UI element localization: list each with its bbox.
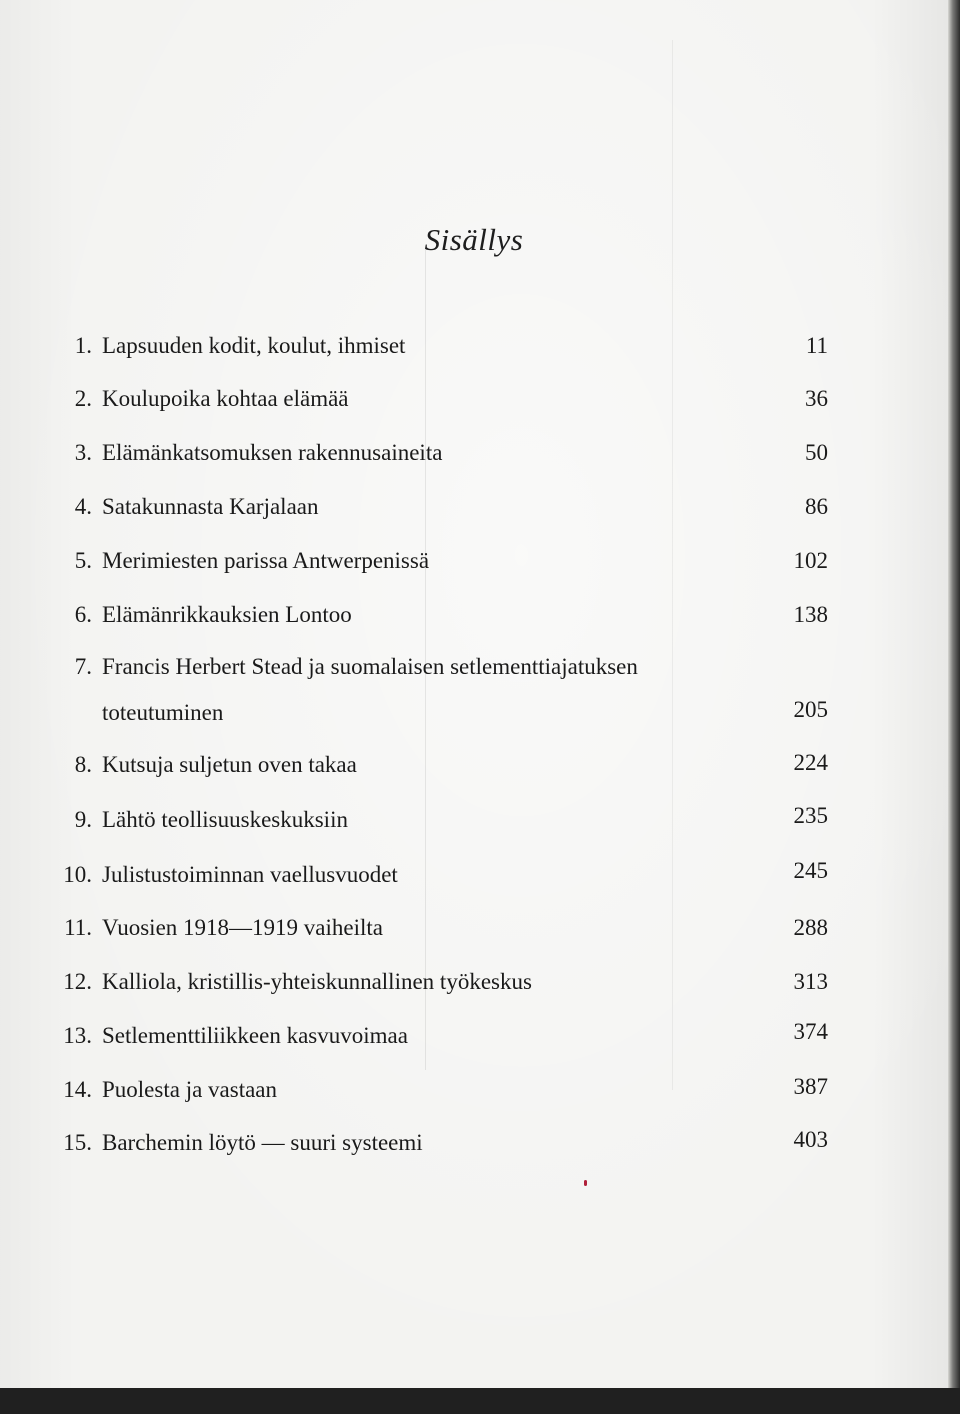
toc-entry-page: 387 (793, 1074, 828, 1099)
toc-entry-page: 374 (793, 1019, 828, 1044)
page-bottom-edge (0, 1388, 960, 1414)
toc-entry-page: 313 (793, 969, 828, 994)
toc-entry-title: Satakunnasta Karjalaan (102, 494, 319, 519)
toc-entry-number: 14. (63, 1077, 92, 1102)
toc-entry-title: Elämänrikkauksien Lontoo (102, 602, 352, 627)
toc-entry-page: 403 (793, 1127, 828, 1152)
toc-entry-title: Kalliola, kristillis-yhteiskunnallinen työkeskus (102, 969, 532, 994)
toc-entry-number: 9. (74, 807, 92, 832)
ink-speck (584, 1180, 587, 1186)
toc-entry-title-continuation: toteutuminen (102, 700, 224, 725)
page-title: Sisällys (424, 222, 524, 257)
toc-entry-number: 5. (74, 548, 92, 573)
toc-entry-title: Merimiesten parissa Antwerpenissä (102, 548, 430, 573)
toc-entry-title: Elämänkatsomuksen rakennusaineita (102, 440, 443, 465)
toc-entry-title: Barchemin löytö — suuri systeemi (102, 1130, 423, 1155)
toc-entry-number: 1. (74, 333, 92, 358)
toc-entry-page: 224 (793, 750, 828, 775)
toc-entry-number: 7. (74, 654, 92, 679)
toc-entry-number: 15. (63, 1130, 92, 1155)
toc-entry-page: 50 (805, 440, 828, 465)
toc-entry-number: 13. (63, 1023, 92, 1048)
toc-entry-title: Lähtö teollisuuskeskuksiin (102, 807, 348, 832)
toc-entry-page: 102 (793, 548, 828, 573)
toc-entry-title: Julistustoiminnan vaellusvuodet (102, 862, 398, 887)
toc-entry-number: 11. (64, 915, 92, 940)
toc-entry-title: Koulupoika kohtaa elämää (102, 386, 349, 411)
toc-entry-title: Puolesta ja vastaan (102, 1077, 278, 1102)
page-right-edge (948, 0, 960, 1414)
toc-entry-page: 86 (805, 494, 828, 519)
toc-entry-title: Kutsuja suljetun oven takaa (102, 752, 357, 777)
toc-entry-page: 205 (793, 697, 828, 722)
toc-entry-page: 36 (805, 386, 828, 411)
toc-entry-number: 6. (74, 602, 92, 627)
toc-entry-title: Francis Herbert Stead ja suomalaisen setlementtiajatuksen (102, 654, 638, 679)
toc-entry-page: 288 (793, 915, 828, 940)
toc-entry-page: 245 (793, 858, 828, 883)
toc-entry-number: 4. (74, 494, 92, 519)
toc-entry-number: 8. (74, 752, 92, 777)
toc-entry-number: 2. (74, 386, 92, 411)
toc-entry-page: 138 (793, 602, 828, 627)
toc-entry-number: 10. (63, 862, 92, 887)
toc-entry-title: Setlementtiliikkeen kasvuvoimaa (102, 1023, 408, 1048)
toc-entry-number: 3. (74, 440, 92, 465)
toc-entry-page: 11 (805, 333, 828, 358)
toc-entry-title: Vuosien 1918—1919 vaiheilta (102, 915, 383, 940)
toc-entry-number: 12. (63, 969, 92, 994)
toc-entry-page: 235 (793, 803, 828, 828)
toc-entry-title: Lapsuuden kodit, koulut, ihmiset (102, 333, 406, 358)
